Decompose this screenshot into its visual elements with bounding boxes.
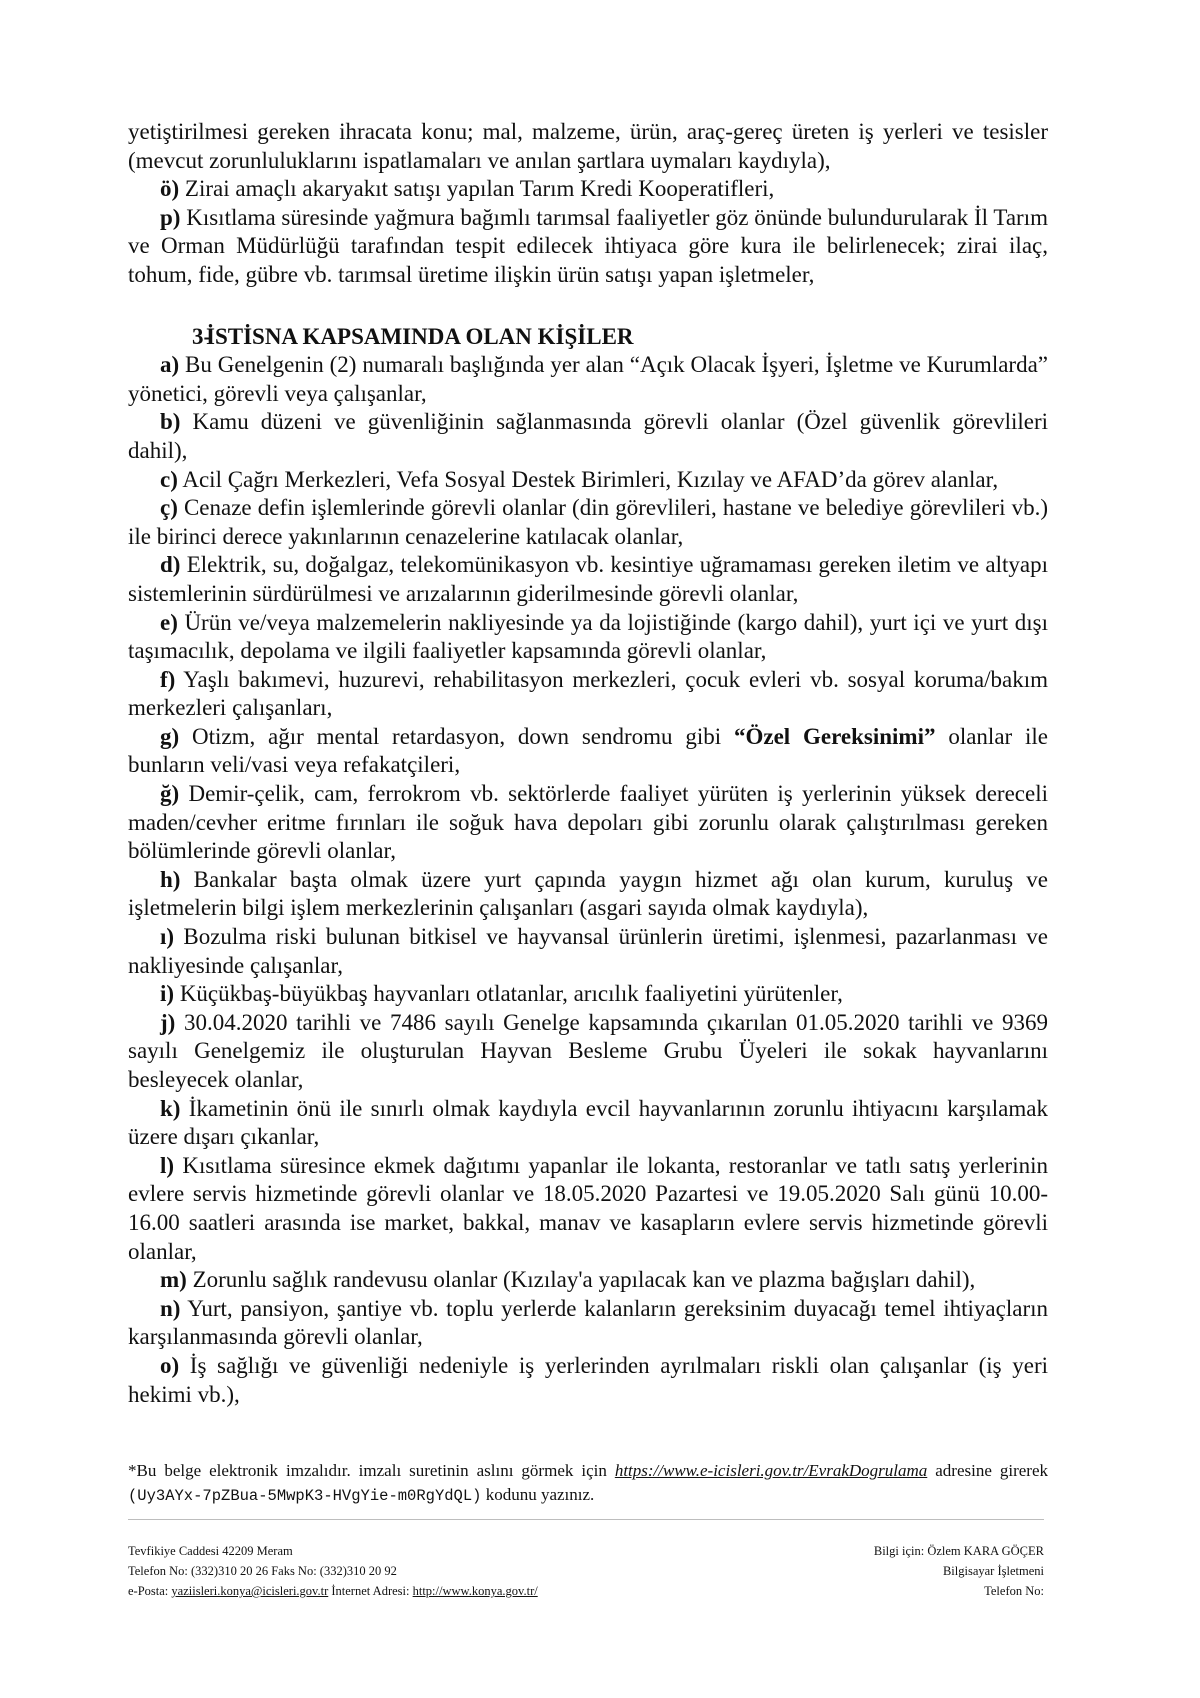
list-item-b	[128, 408, 1048, 465]
list-item-l	[128, 1152, 1048, 1266]
list-item-i	[128, 980, 1048, 1009]
note-text: *Bu belge elektronik imzalıdır. imzalı suretinin aslını görmek için	[128, 1461, 615, 1480]
item-label: h)	[160, 866, 181, 892]
list-item-a	[128, 351, 1048, 408]
item-label: d)	[160, 552, 181, 578]
section-number: 3-	[192, 323, 212, 349]
phone-fax-line: Telefon No: (332)310 20 26 Faks No: (332)310 20 92	[128, 1564, 397, 1578]
contact-phone: Telefon No:	[984, 1584, 1044, 1598]
item-label: m)	[160, 1267, 187, 1293]
item-text: 30.04.2020 tarihli ve 7486 sayılı Genelge kapsamında çıkarılan 01.05.2020 tarihli ve 9369 sayılı Genelgemiz ile oluşturulan Hayvan Besleme Grubu Üyeleri ile sokak hayvanlarını besleyecek olanlar,	[128, 1009, 1048, 1092]
email-web-line	[128, 1581, 688, 1601]
item-label: l)	[160, 1152, 175, 1178]
list-item-g	[128, 723, 1048, 780]
item-text: Yaşlı bakımevi, huzurevi, rehabilitasyon merkezleri, çocuk evleri vb. sosyal koruma/bakım merkezleri çalışanları,	[128, 666, 1048, 721]
paragraph-continuation	[128, 118, 1048, 175]
item-text: Otizm, ağır mental retardasyon, down sendromu gibi	[179, 723, 734, 749]
item-label: k)	[160, 1095, 181, 1121]
item-text: Zorunlu sağlık randevusu olanlar (Kızılay'a yapılacak kan ve plazma bağışları dahil),	[186, 1267, 976, 1293]
footer-divider	[128, 1519, 1044, 1520]
item-text: Acil Çağrı Merkezleri, Vefa Sosyal Destek Birimleri, Kızılay ve AFAD’da görev alanlar,	[177, 466, 999, 492]
contact-person: Bilgi için: Özlem KARA GÖÇER	[873, 1544, 1044, 1558]
list-item-f	[128, 666, 1048, 723]
item-label: ö)	[160, 176, 180, 202]
item-emphasis: “Özel Gereksinimi”	[734, 723, 936, 749]
verification-link[interactable]: https://www.e-icisleri.gov.tr/EvrakDogrulama	[614, 1461, 928, 1480]
list-item-k	[128, 1095, 1048, 1152]
item-text: Küçükbaş-büyükbaş hayvanları otlatanlar, arıcılık faaliyetini yürütenler,	[174, 981, 843, 1007]
item-label: c)	[160, 466, 178, 492]
item-text: İkametinin önü ile sınırlı olmak kaydıyla evcil hayvanlarının zorunlu ihtiyacını karşılamak üzere dışarı çıkanlar,	[128, 1095, 1048, 1150]
list-item-c	[128, 466, 1048, 495]
item-label: e)	[160, 609, 178, 635]
verification-code: (Uy3AYx-7pZBua-5MwpK3-HVgYie-m0RgYdQL)	[128, 1487, 482, 1505]
web-label: İnternet Adresi:	[328, 1584, 413, 1598]
item-text: İş sağlığı ve güvenliği nedeniyle iş yerlerinden ayrılmaları riskli olan çalışanlar (iş yeri hekimi vb.),	[128, 1352, 1048, 1407]
paragraph-text: yetiştirilmesi gereken ihracata konu; mal, malzeme, ürün, araç-gereç üreten iş yerleri ve tesisler (mevcut zorunluluklarını ispatlamaları ve anılan şartlara uymaları kaydıyla),	[128, 119, 1048, 173]
email-label: e-Posta:	[128, 1584, 172, 1598]
contact-address-block	[128, 1541, 688, 1601]
item-text: Elektrik, su, doğalgaz, telekomünikasyon vb. kesintiye uğramaması gereken iletim ve altyapı sistemlerinin sürdürülmesi ve arızalarının giderilmesinde görevli olanlar,	[128, 552, 1048, 606]
list-item-e	[128, 609, 1048, 666]
list-item-j	[128, 1009, 1048, 1095]
item-text: Yurt, pansiyon, şantiye vb. toplu yerlerde kalanların gereksinim duyacağı temel ihtiyaçların karşılanmasında görevli olanlar,	[128, 1295, 1048, 1350]
list-item-dotless-i	[128, 923, 1048, 980]
item-label: i)	[160, 981, 175, 1007]
contact-person-block	[644, 1541, 1044, 1601]
contact-title: Bilgisayar İşletmeni	[942, 1564, 1044, 1578]
address-line: Tevfikiye Caddesi 42209 Meram	[128, 1544, 293, 1558]
item-text: Kamu düzeni ve güvenliğinin sağlanmasında görevli olanlar (Özel güvenlik görevlileri dahil),	[128, 409, 1048, 463]
item-text: olanlar ile bunların veli/vasi veya refakatçileri,	[128, 723, 1048, 778]
list-item-o	[128, 1352, 1048, 1409]
website-link[interactable]: http://www.konya.gov.tr/	[412, 1584, 538, 1598]
item-label: j)	[160, 1009, 176, 1035]
item-text: Bankalar başta olmak üzere yurt çapında yaygın hizmet ağı olan kurum, kuruluş ve işletmelerin bilgi işlem merkezlerinin çalışanları (asgari sayıda olmak kaydıyla),	[128, 866, 1048, 921]
document-body	[128, 118, 1048, 1409]
item-label: f)	[160, 666, 176, 692]
item-text: Cenaze defin işlemlerinde görevli olanlar (din görevlileri, hastane ve belediye görevlileri vb.) ile birinci derece yakınlarının cenazelerine katılacak olanlar,	[128, 495, 1048, 549]
item-label: ı)	[160, 924, 175, 950]
list-item-p	[128, 204, 1048, 290]
email-link[interactable]: yaziisleri.konya@icisleri.gov.tr	[171, 1584, 329, 1598]
list-item-n	[128, 1295, 1048, 1352]
list-item-d	[128, 551, 1048, 608]
item-text: Zirai amaçlı akaryakıt satışı yapılan Tarım Kredi Kooperatifleri,	[179, 176, 775, 202]
item-label: b)	[160, 409, 181, 435]
section-heading	[128, 323, 1048, 352]
note-text: adresine girerek	[927, 1461, 1049, 1480]
list-item-o-umlaut	[128, 175, 1048, 204]
item-text: Bozulma riski bulunan bitkisel ve hayvansal ürünlerin üretimi, işlenmesi, pazarlanması ve nakliyesinde çalışanlar,	[128, 924, 1048, 978]
item-text: Demir-çelik, cam, ferrokrom vb. sektörlerde faaliyet yürüten iş yerlerinin yüksek dereceli maden/cevher eritme fırınları ile soğuk hava depoları gibi zorunlu olarak çalıştırılması gereken bölümlerinde görevli olanlar,	[128, 781, 1048, 864]
item-label: n)	[160, 1295, 181, 1321]
list-item-h	[128, 866, 1048, 923]
list-item-g-breve	[128, 780, 1048, 866]
item-text: Kısıtlama süresinde yağmura bağımlı tarımsal faaliyetler göz önünde bulundurularak İl Tarım ve Orman Müdürlüğü tarafından tespit edilecek ihtiyaca göre kura ile belirlenecek; zirai ilaç, tohum, fide, gübre vb. tarımsal üretime ilişkin ürün satışı yapan işletmeler,	[128, 204, 1048, 287]
item-text: Kısıtlama süresince ekmek dağıtımı yapanlar ile lokanta, restoranlar ve tatlı satış yerlerinin evlere servis hizmetinde görevli olanlar ve 18.05.2020 Pazartesi ve 19.05.2020 Salı günü 10.00-16.00 saatleri arasında ise market, bakkal, manav ve kasapların evlere servis hizmetinde görevli olanlar,	[128, 1152, 1048, 1264]
item-label: ç)	[160, 495, 178, 521]
item-label: a)	[160, 352, 180, 378]
item-text: Ürün ve/veya malzemelerin nakliyesinde ya da lojistiğinde (kargo dahil), yurt içi ve yurt dışı taşımacılık, depolama ve ilgili faaliyetler kapsamında görevli olanlar,	[128, 609, 1048, 664]
item-label: o)	[160, 1352, 180, 1378]
item-label: g)	[160, 723, 180, 749]
item-text: Bu Genelgenin (2) numaralı başlığında yer alan “Açık Olacak İşyeri, İşletme ve Kurumlarda” yönetici, görevli veya çalışanlar,	[128, 352, 1048, 406]
note-text: kodunu yazınız.	[481, 1485, 595, 1504]
e-signature-note	[128, 1459, 1048, 1508]
list-item-m	[128, 1266, 1048, 1295]
item-label: ğ)	[160, 781, 180, 807]
item-label: p)	[160, 204, 181, 230]
section-title: İSTİSNA KAPSAMINDA OLAN KİŞİLER	[206, 323, 634, 349]
list-item-c-cedilla	[128, 494, 1048, 551]
